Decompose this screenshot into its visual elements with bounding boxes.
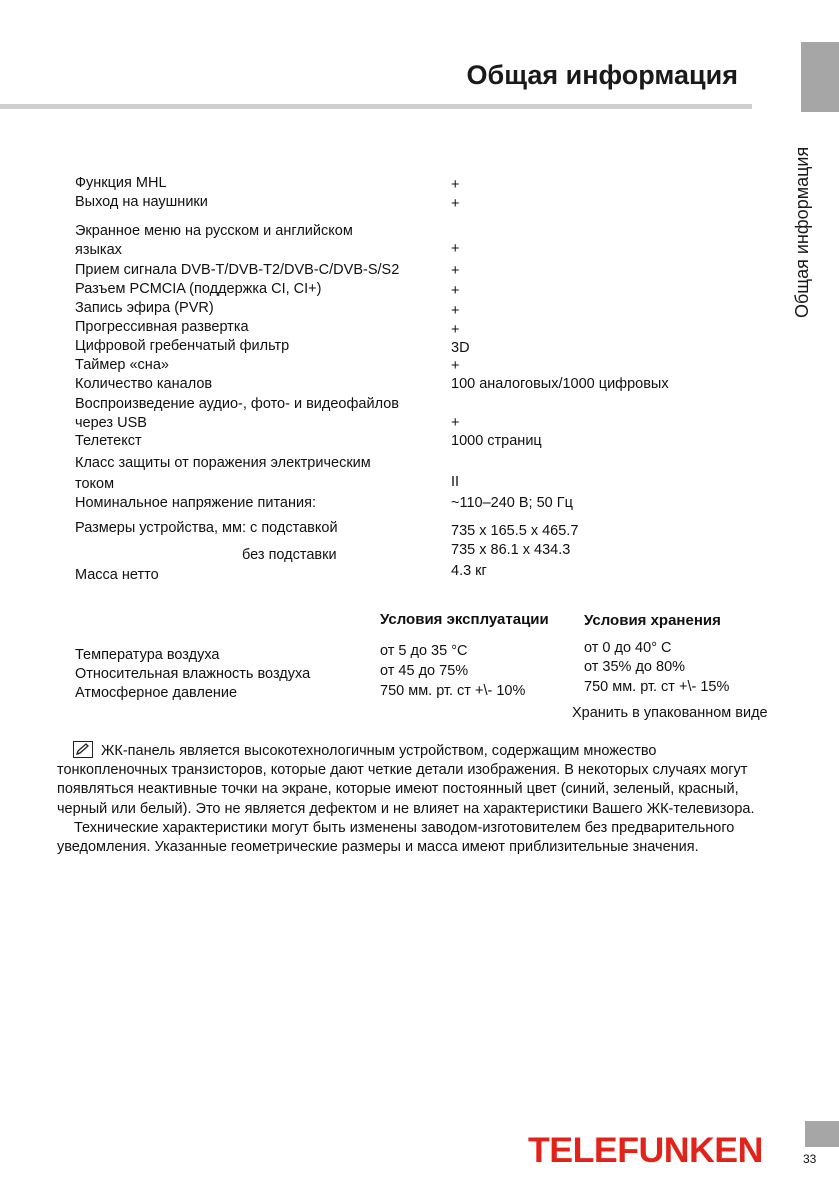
spec-value: +	[451, 241, 460, 257]
spec-label: Размеры устройства, мм: с подставкой	[75, 520, 338, 536]
spec-value: 100 аналоговых/1000 цифровых	[451, 376, 669, 392]
spec-label: Прогрессивная развертка	[75, 319, 249, 335]
spec-value: 735 x 86.1 x 434.3	[451, 542, 571, 558]
storage-value: от 0 до 40° С	[584, 640, 672, 656]
operation-value: от 5 до 35 °С	[380, 643, 468, 659]
condition-label: Относительная влажность воздуха	[75, 666, 311, 682]
spec-value: +	[451, 303, 460, 319]
note-pencil-icon	[73, 741, 93, 758]
spec-label: без подставки	[242, 547, 337, 563]
spec-label: Прием сигнала DVB-T/DVB-T2/DVB-C/DVB-S/S2	[75, 262, 400, 278]
side-tab-block	[801, 42, 839, 112]
brand-logo: TELEFUNKEN	[528, 1131, 763, 1170]
spec-label-cont: током	[75, 476, 115, 492]
condition-label: Атмосферное давление	[75, 685, 238, 701]
spec-label-cont: языках	[75, 242, 122, 258]
spec-label: Функция MHL	[75, 175, 167, 191]
operation-header: Условия эксплуатации	[380, 611, 549, 628]
page-title: Общая информация	[466, 60, 738, 90]
notes-block	[57, 741, 757, 857]
spec-label: Запись эфира (PVR)	[75, 300, 214, 316]
page-tab-block	[805, 1121, 839, 1147]
storage-note: Хранить в упакованном виде	[572, 705, 768, 721]
note-paragraph	[57, 741, 757, 819]
storage-value: от 35% до 80%	[584, 659, 686, 675]
spec-value: +	[451, 415, 460, 431]
operation-value: от 45 до 75%	[380, 663, 469, 679]
spec-value: II	[451, 474, 460, 490]
spec-value: +	[451, 283, 460, 299]
storage-header: Условия хранения	[584, 612, 721, 629]
header-rule	[0, 104, 752, 109]
spec-label: Выход на наушники	[75, 194, 208, 210]
spec-label: Разъем PCMCIA (поддержка CI, CI+)	[75, 281, 322, 297]
spec-label: Телетекст	[75, 433, 142, 449]
spec-value: 735 x 165.5 x 465.7	[451, 523, 579, 539]
spec-label: Количество каналов	[75, 376, 213, 392]
spec-value: +	[451, 263, 460, 279]
operation-value: 750 мм. рт. ст +\- 10%	[380, 683, 526, 699]
note-text-2: Технические характеристики могут быть изменены заводом-изготовителем без предварительного уведомления. Указанные геометрические размеры и масса имеют приблизительные значения.	[57, 819, 735, 856]
spec-value: +	[451, 177, 460, 193]
spec-label: Номинальное напряжение питания:	[75, 495, 316, 511]
spec-label: Экранное меню на русском и английском	[75, 223, 353, 239]
spec-value: ~110–240 В; 50 Гц	[451, 495, 573, 511]
page-number: 33	[803, 1152, 817, 1166]
spec-label: Цифровой гребенчатый фильтр	[75, 338, 290, 354]
spec-value: +	[451, 196, 460, 212]
spec-value: 4.3 кг	[451, 563, 487, 579]
spec-label: Масса нетто	[75, 567, 159, 583]
spec-value: +	[451, 322, 460, 338]
storage-value: 750 мм. рт. ст +\- 15%	[584, 679, 730, 695]
side-section-label: Общая информация	[792, 146, 812, 318]
spec-value: 1000 страниц	[451, 433, 542, 449]
spec-label-cont: через USB	[75, 415, 147, 431]
spec-value: 3D	[451, 340, 470, 356]
spec-label: Воспроизведение аудио-, фото- и видеофайлов	[75, 396, 399, 412]
spec-value: +	[451, 358, 460, 374]
note-text-1: ЖК-панель является высокотехнологичным устройством, содержащим множество тонкопленочных транзисторов, которые дают четкие детали изображения. В некоторых случаях могут появляться неактивные точки на экране, которые имеют постоянный цвет (синий, зеленый, красный, черный или белый). Это не является дефектом и не влияет на характеристики Вашего ЖК-телевизора.	[57, 743, 755, 817]
condition-label: Температура воздуха	[75, 647, 220, 663]
spec-label: Таймер «сна»	[75, 357, 169, 373]
note-paragraph	[57, 819, 757, 857]
spec-label: Класс защиты от поражения электрическим	[75, 455, 371, 471]
